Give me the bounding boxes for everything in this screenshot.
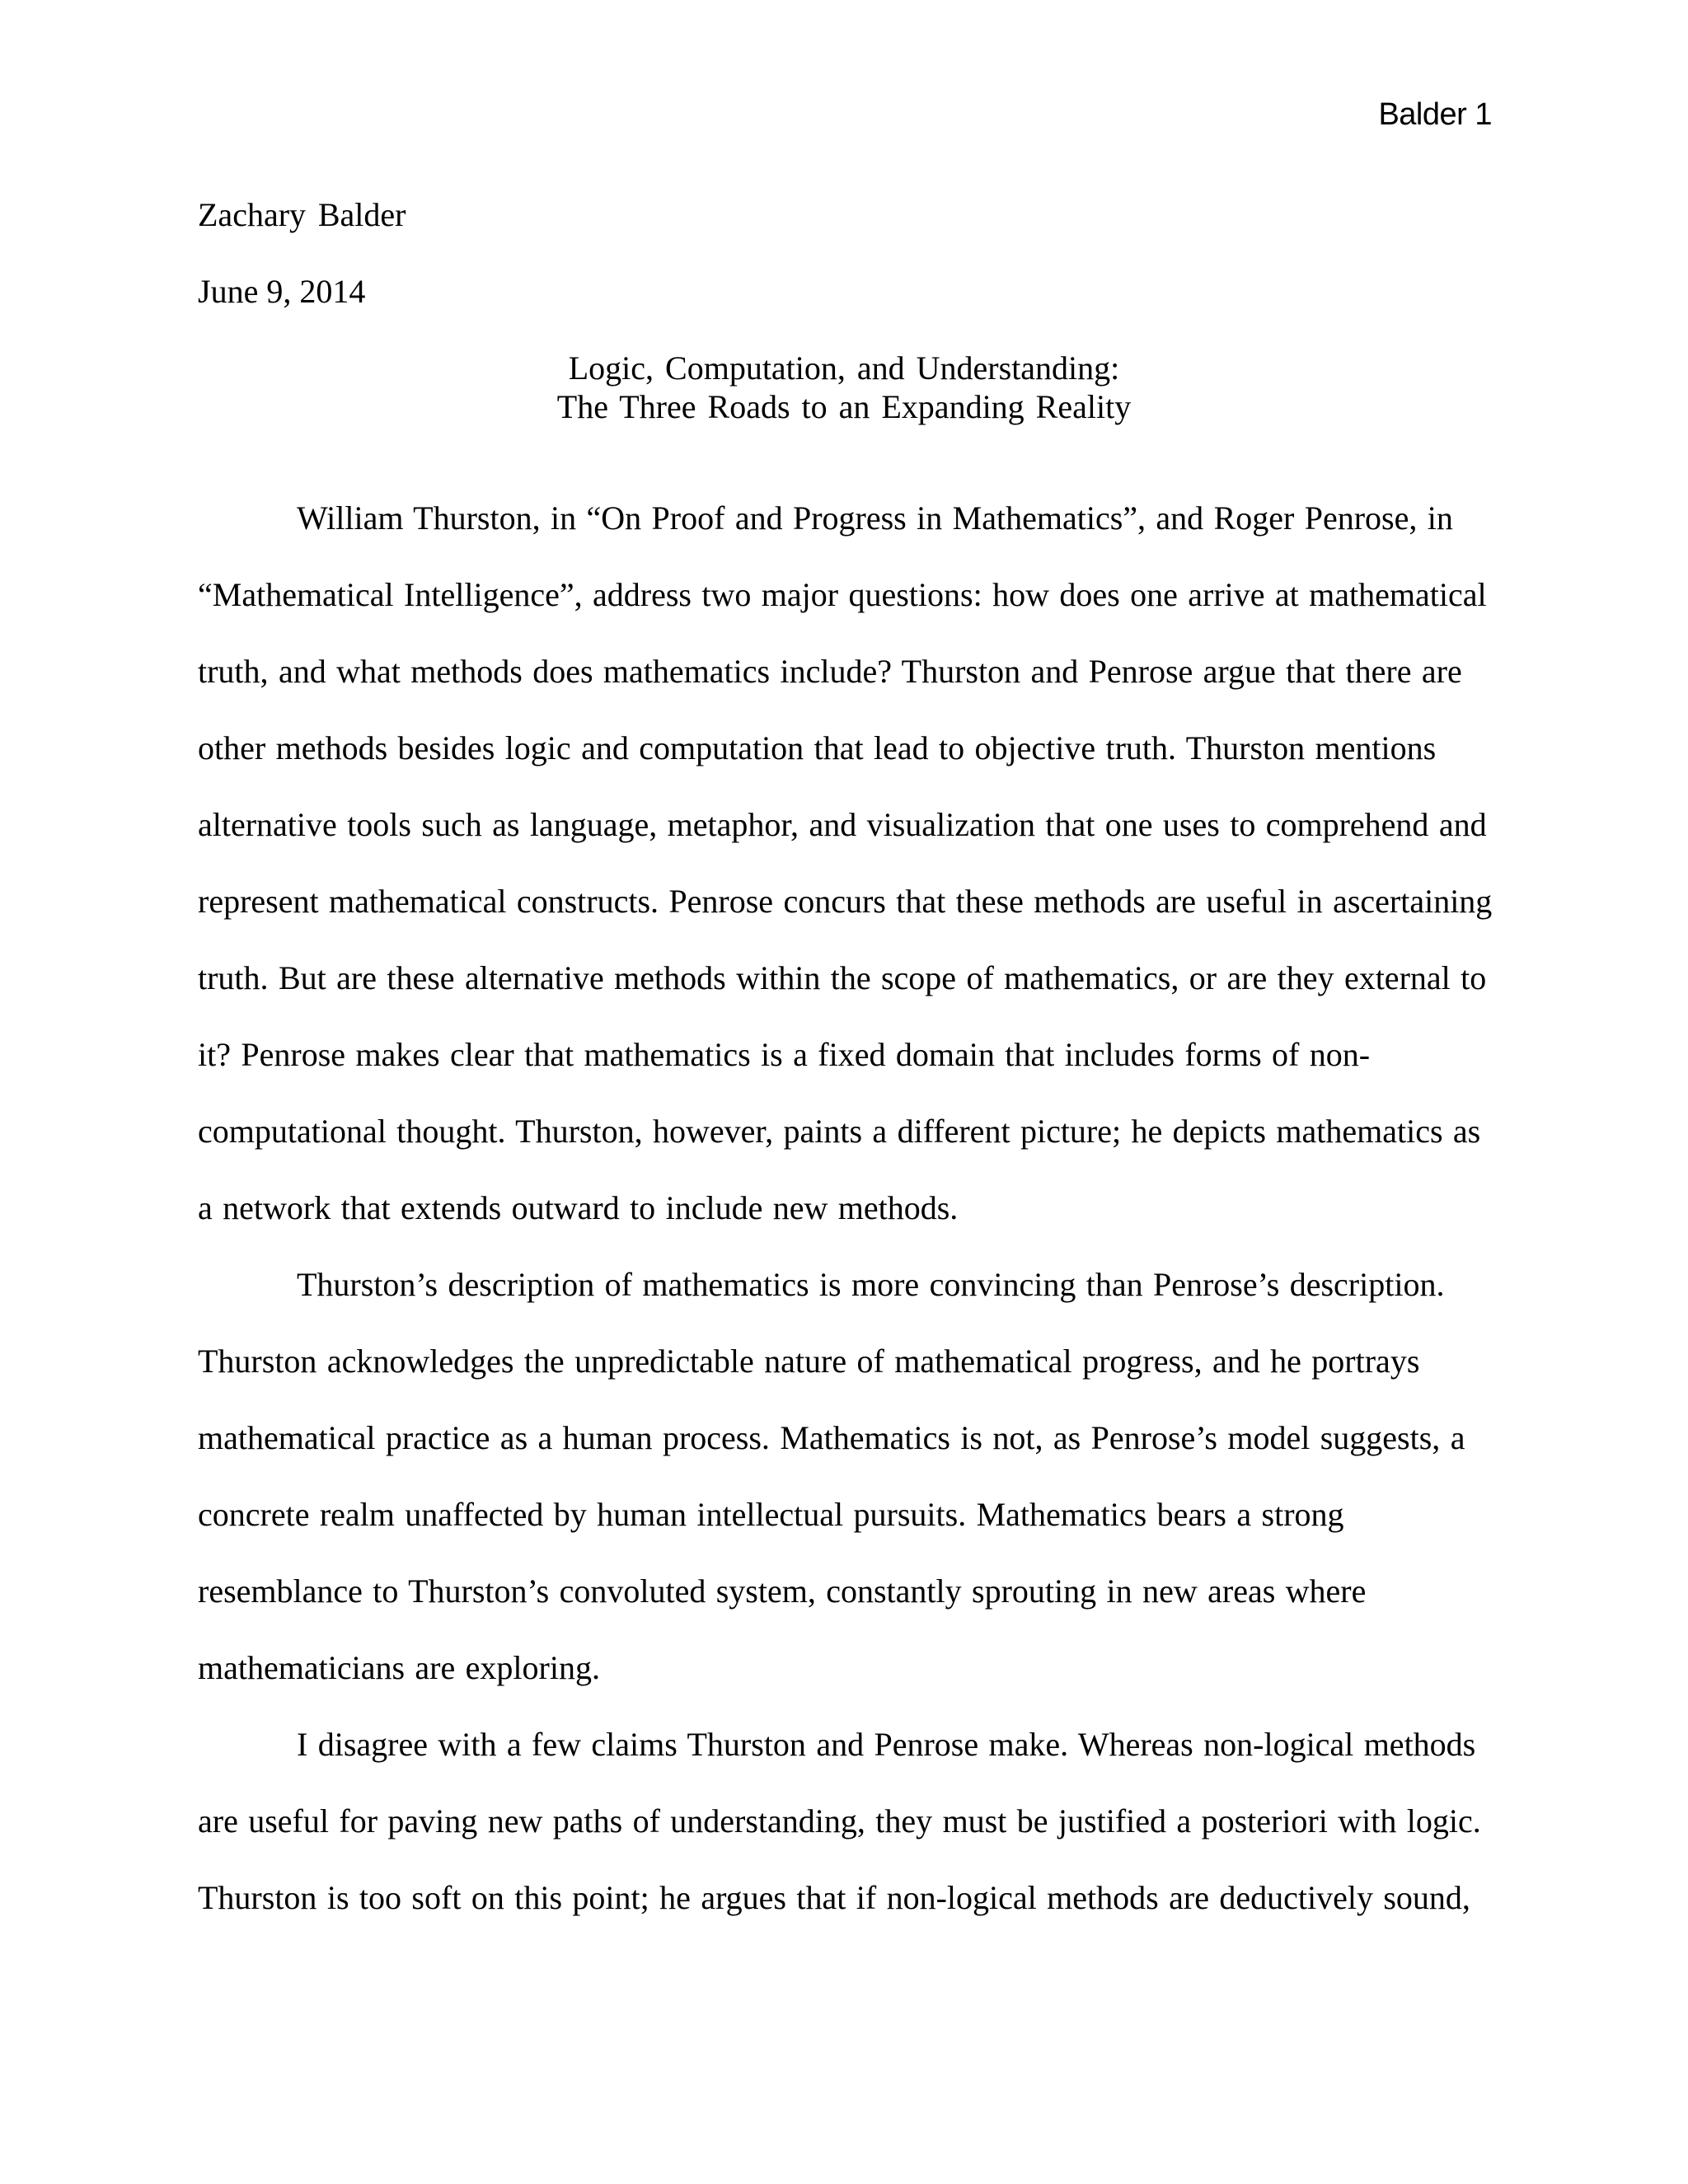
essay-body <box>198 480 1493 1936</box>
essay-title <box>198 349 1490 426</box>
essay-title-line-1: Logic, Computation, and Understanding: <box>568 349 1120 387</box>
body-line-p1-l4: other methods besides logic and computation that lead to objective truth. Thurston mentions <box>198 729 1437 766</box>
body-line-p1-l1: William Thurston, in “On Proof and Progress in Mathematics”, and Roger Penrose, in <box>297 499 1453 537</box>
body-line-p3-l2: are useful for paving new paths of understanding, they must be justified a posteriori with logic. <box>198 1802 1481 1840</box>
body-line-p2-l3: mathematical practice as a human process. Mathematics is not, as Penrose’s model suggests, a <box>198 1419 1465 1456</box>
body-line-p1-l5: alternative tools such as language, metaphor, and visualization that one uses to comprehend and <box>198 806 1487 843</box>
body-line-p2-l2: Thurston acknowledges the unpredictable nature of mathematical progress, and he portrays <box>198 1343 1420 1380</box>
body-line-p1-l10: a network that extends outward to include new methods. <box>198 1189 959 1226</box>
body-line-p1-l7: truth. But are these alternative methods within the scope of mathematics, or are they external to <box>198 959 1487 996</box>
essay-title-line-2: The Three Roads to an Expanding Reality <box>556 388 1132 425</box>
body-line-p1-l3: truth, and what methods does mathematics include? Thurston and Penrose argue that there are <box>198 653 1462 690</box>
date-line: June 9, 2014 <box>198 273 366 310</box>
body-line-p3-l1: I disagree with a few claims Thurston and Penrose make. Whereas non-logical methods <box>297 1726 1476 1763</box>
body-line-p2-l1: Thurston’s description of mathematics is more convincing than Penrose’s description. <box>297 1266 1445 1303</box>
running-header-page-number: Balder 1 <box>1378 97 1492 132</box>
body-line-p3-l3: Thurston is too soft on this point; he argues that if non-logical methods are deductively sound, <box>198 1879 1470 1916</box>
author-name: Zachary Balder <box>198 196 406 233</box>
body-line-p1-l2: “Mathematical Intelligence”, address two major questions: how does one arrive at mathematical <box>198 576 1487 613</box>
body-line-p2-l5: resemblance to Thurston’s convoluted system, constantly sprouting in new areas where <box>198 1572 1367 1610</box>
body-line-p2-l4: concrete realm unaffected by human intellectual pursuits. Mathematics bears a strong <box>198 1496 1344 1533</box>
body-line-p2-l6: mathematicians are exploring. <box>198 1649 600 1686</box>
body-line-p1-l6: represent mathematical constructs. Penrose concurs that these methods are useful in ascertaining <box>198 883 1493 920</box>
body-line-p1-l8: it? Penrose makes clear that mathematics is a fixed domain that includes forms of non- <box>198 1036 1371 1073</box>
body-line-p1-l9: computational thought. Thurston, however, paints a different picture; he depicts mathematics as <box>198 1113 1481 1150</box>
